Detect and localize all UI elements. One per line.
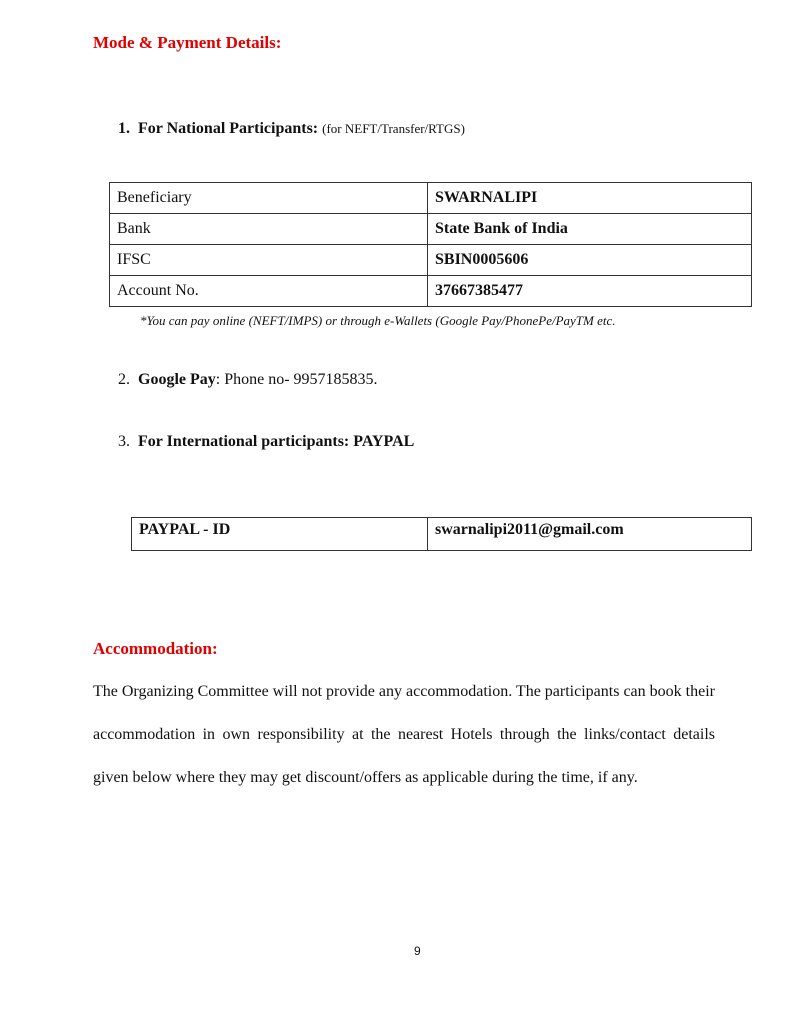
account-value: 37667385477 [428, 276, 752, 307]
national-participants-line [118, 120, 465, 138]
table-row [110, 276, 752, 307]
ifsc-key: IFSC [110, 245, 428, 276]
beneficiary-key: Beneficiary [110, 183, 428, 214]
paypal-table [131, 517, 752, 551]
gpay-text: : Phone no- 9957185835. [215, 371, 378, 388]
paypal-id-key: PAYPAL - ID [132, 518, 428, 551]
table-row [132, 518, 752, 551]
paypal-id-value: swarnalipi2011@gmail.com [428, 518, 752, 551]
accommodation-paragraph: The Organizing Committee will not provide any accommodation. The participants can book their accommodation in own responsibility at the nearest Hotels through the links/contact details given below where they may get discount/offers as applicable during the time, if any. [93, 683, 715, 786]
beneficiary-value: SWARNALIPI [428, 183, 752, 214]
gpay-label: Google Pay [138, 371, 216, 388]
table-row [110, 183, 752, 214]
national-number: 1. [118, 120, 130, 137]
payment-footnote: *You can pay online (NEFT/IMPS) or through e-Wallets (Google Pay/PhonePe/PayTM etc. [140, 313, 616, 328]
international-label: For International participants: PAYPAL [138, 433, 415, 450]
table-row [110, 245, 752, 276]
google-pay-line [118, 371, 378, 389]
international-line [118, 433, 414, 451]
national-label: For National Participants: [138, 120, 319, 137]
bank-value: State Bank of India [428, 214, 752, 245]
international-number: 3. [118, 433, 130, 450]
account-key: Account No. [110, 276, 428, 307]
national-note: (for NEFT/Transfer/RTGS) [322, 121, 465, 136]
gpay-number: 2. [118, 371, 130, 388]
page-number: 9 [414, 944, 421, 958]
mode-payment-heading: Mode & Payment Details: [93, 33, 282, 52]
table-row [110, 214, 752, 245]
bank-key: Bank [110, 214, 428, 245]
accommodation-heading: Accommodation: [93, 639, 218, 658]
ifsc-value: SBIN0005606 [428, 245, 752, 276]
bank-details-table [109, 182, 752, 307]
